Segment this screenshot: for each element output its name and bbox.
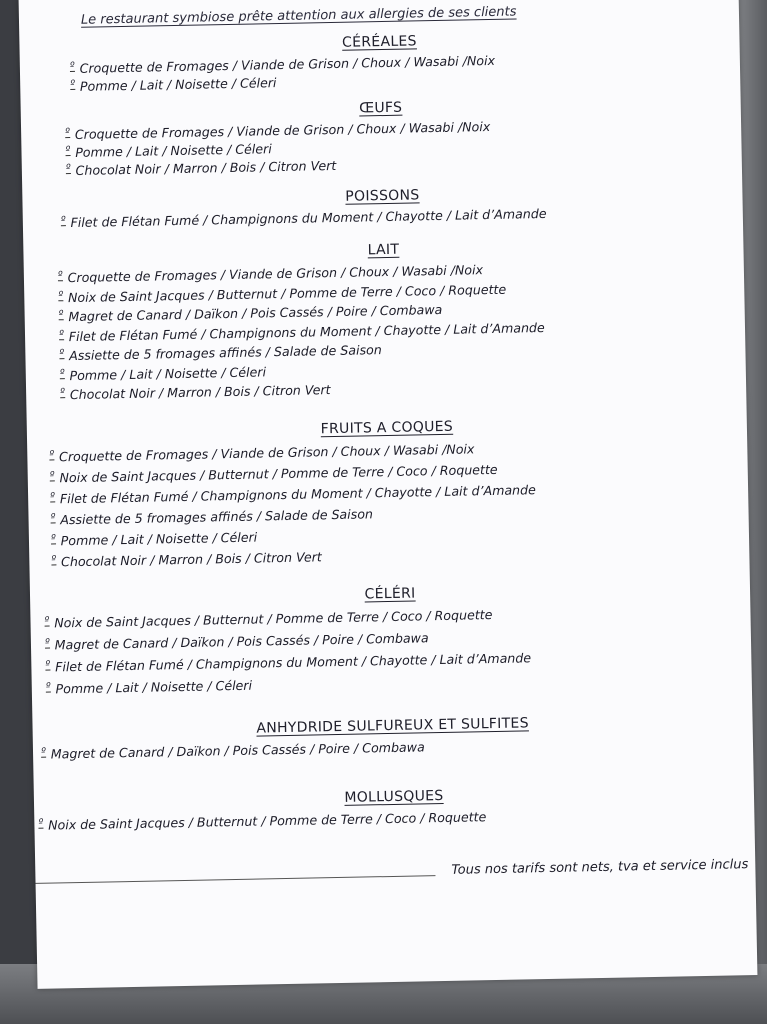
bullet-icon: º (50, 533, 56, 545)
bullet-icon: º (38, 817, 44, 829)
bullet-icon: º (45, 681, 51, 693)
bullet-icon: º (57, 270, 63, 282)
bullet-icon: º (40, 746, 46, 758)
bullet-icon: º (60, 387, 65, 399)
allergen-section (23, 235, 746, 405)
dish-text: Filet de Flétan Fumé / Champignons du Moment / Chayotte / Lait d’Amande (70, 205, 547, 231)
bullet-icon: º (60, 215, 66, 227)
dish-text: Noix de Saint Jacques / Butternut / Pomme de Terre / Coco / Roquette (54, 607, 493, 631)
bullet-icon: º (50, 491, 55, 503)
allergen-section (21, 93, 742, 181)
dish-text: Noix de Saint Jacques / Butternut / Pomme de Terre / Coco / Roquette (48, 809, 487, 833)
dish-text: Noix de Saint Jacques / Butternut / Pomme de Terre / Coco / Roquette (67, 281, 507, 305)
bullet-icon: º (44, 637, 50, 649)
dish-text: Pomme / Lait / Noisette / Céleri (79, 75, 277, 94)
allergen-section (33, 711, 754, 764)
dish-text: Assiette de 5 fromages affinés / Salade de Saison (60, 506, 374, 528)
dish-text: Chocolat Noir / Marron / Bois / Citron Vert (75, 157, 337, 178)
dish-text: Pomme / Lait / Noisette / Céleri (69, 363, 267, 383)
dish-text: Croquette de Fromages / Viande de Grison / Choux / Wasabi /Noix (58, 441, 475, 465)
intro-text: Le restaurant symbiose prête attention aux allergies de ses clients (80, 4, 517, 28)
bullet-icon: º (58, 328, 64, 340)
dish-text: Pomme / Lait / Noisette / Céleri (75, 141, 272, 160)
dish-list (24, 255, 746, 405)
allergen-section (30, 579, 752, 701)
section-title: FRUITS A COQUES (320, 418, 454, 438)
menu-paper (19, 0, 758, 989)
section-title: ANHYDRIDE SULFUREUX ET SULFITES (256, 715, 529, 737)
allergen-section (34, 782, 755, 835)
bullet-icon: º (69, 60, 75, 73)
dish-text: Magret de Canard / Daïkon / Pois Cassés / Poire / Combawa (50, 739, 425, 762)
dish-text: Filet de Flétan Fumé / Champignons du Moment / Chayotte / Lait d’Amande (68, 319, 545, 344)
dish-text: Assiette de 5 fromages affinés / Salade de Saison (68, 342, 382, 364)
bullet-icon: º (58, 289, 64, 301)
bullet-icon: º (70, 78, 76, 91)
section-title: CÉLÉRI (364, 585, 416, 603)
dish-text: Croquette de Fromages / Viande de Grison / Choux / Wasabi /Noix (74, 118, 491, 142)
dish-text: Chocolat Noir / Marron / Bois / Citron Vert (69, 382, 331, 403)
section-title: MOLLUSQUES (344, 787, 444, 806)
bullet-icon: º (50, 512, 56, 524)
allergen-section (19, 27, 740, 97)
dish-text: Filet de Flétan Fumé / Champignons du Moment / Chayotte / Lait d’Amande (54, 650, 532, 675)
footer-divider (36, 875, 436, 884)
bullet-icon: º (44, 615, 50, 627)
dish-text: Magret de Canard / Daïkon / Pois Cassés / Poire / Combawa (68, 301, 443, 325)
dish-list (27, 433, 749, 573)
bullet-icon: º (45, 659, 51, 671)
section-title: POISSONS (345, 187, 420, 205)
section-title: LAIT (367, 241, 400, 259)
bullet-icon: º (59, 348, 65, 360)
dish-text: Chocolat Noir / Marron / Bois / Citron Vert (60, 549, 322, 570)
dish-text: Croquette de Fromages / Viande de Grison / Choux / Wasabi /Noix (79, 52, 496, 76)
dish-text: Filet de Flétan Fumé / Champignons du Moment / Chayotte / Lait d’Amande (59, 482, 536, 507)
footer-note: Tous nos tarifs sont nets, tva et service inclus (451, 857, 749, 878)
dish-text: Magret de Canard / Daïkon / Pois Cassés / Poire / Combawa (54, 630, 429, 653)
dish-text: Croquette de Fromages / Viande de Grison / Choux / Wasabi /Noix (67, 262, 484, 286)
section-title: ŒUFS (359, 99, 403, 117)
section-title: CÉRÉALES (341, 33, 417, 51)
dish-text: Noix de Saint Jacques / Butternut / Pomme de Terre / Coco / Roquette (59, 461, 498, 486)
allergen-section (22, 181, 743, 233)
bullet-icon: º (49, 449, 55, 461)
bullet-icon: º (58, 309, 64, 321)
bullet-icon: º (65, 127, 70, 139)
bullet-icon: º (51, 554, 57, 566)
dish-text: Pomme / Lait / Noisette / Céleri (60, 529, 258, 549)
dish-list (30, 599, 752, 701)
bullet-icon: º (59, 367, 65, 379)
bullet-icon: º (49, 470, 55, 482)
bullet-icon: º (65, 163, 71, 175)
bullet-icon: º (65, 145, 71, 157)
allergen-section (27, 413, 750, 573)
dish-text: Pomme / Lait / Noisette / Céleri (55, 677, 253, 697)
dish-list (21, 113, 742, 181)
